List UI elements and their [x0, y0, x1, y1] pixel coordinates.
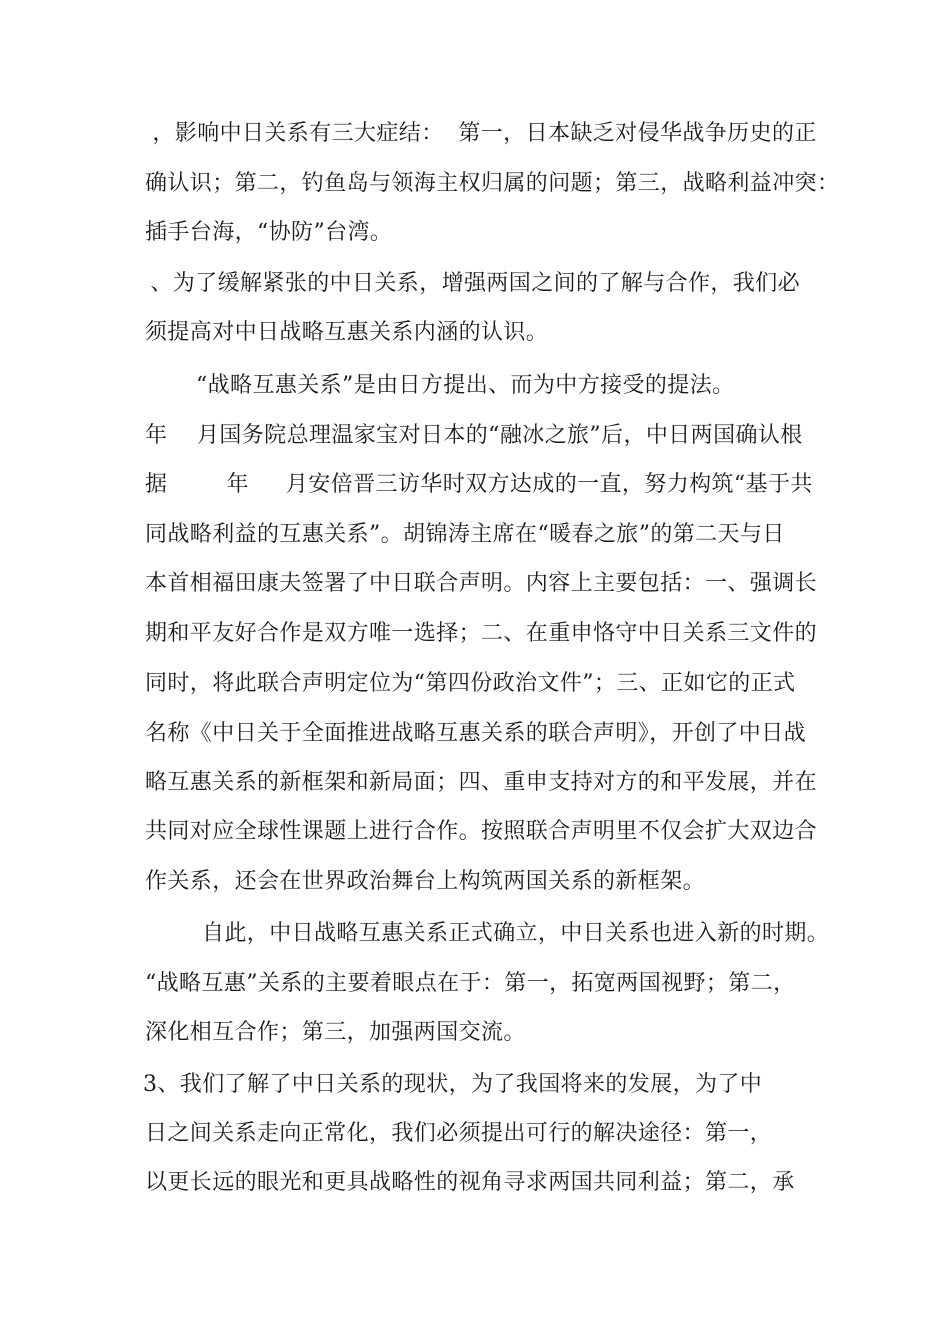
- text-line: 3、我们了解了中日关系的现状，为了我国将来的发展，为了中: [143, 1072, 763, 1097]
- text-line: “战略互惠”关系的主要着眼点在于：第一，拓宽两国视野；第二，: [145, 971, 796, 996]
- text-line: 自此，中日战略互惠关系正式确立，中日关系也进入新的时期。: [202, 921, 830, 946]
- text-line: 名称《中日关于全面推进战略互惠关系的联合声明》，开创了中日战: [145, 721, 807, 746]
- text-line: 同时，将此联合声明定位为“第四份政治文件”；三、正如它的正式: [145, 671, 796, 696]
- text-line: ，影响中日关系有三大症结： 第一，日本缺乏对侵华战争历史的正: [145, 121, 817, 146]
- text-line: 深化相互合作；第三，加强两国交流。: [145, 1020, 526, 1045]
- text-line: 日之间关系走向正常化，我们必须提出可行的解决途径：第一，: [145, 1121, 773, 1146]
- text-line: 本首相福田康夫签署了中日联合声明。内容上主要包括：一、强调长: [145, 571, 818, 596]
- text-line: 同战略利益的互惠关系”。胡锦涛主席在“暖春之旅”的第二天与日: [145, 522, 785, 547]
- text-line: 以更长远的眼光和更具战略性的视角寻求两国共同利益；第二，承: [145, 1170, 795, 1195]
- text-line: 期和平友好合作是双方唯一选择；二、在重申恪守中日关系三文件的: [145, 621, 818, 646]
- text-line: 、为了缓解紧张的中日关系，增强两国之间的了解与合作，我们必: [143, 271, 800, 296]
- text-line: “战略互惠关系”是由日方提出、而为中方接受的提法。: [196, 373, 735, 398]
- text-line: 共同对应全球性课题上进行合作。按照联合声明里不仅会扩大双边合: [145, 819, 818, 844]
- text-line: 须提高对中日战略互惠关系内涵的认识。: [145, 320, 549, 345]
- text-line: 作关系，还会在世界政治舞台上构筑两国关系的新框架。: [145, 869, 706, 894]
- text-line: 略互惠关系的新框架和新局面；四、重申支持对方的和平发展，并在: [145, 770, 818, 795]
- text-line: 插手台海，“协防”台湾。: [145, 220, 393, 245]
- text-line: 据 年 月安倍晋三访华时双方达成的一直，努力构筑“基于共: [145, 472, 813, 497]
- text-line: 年 月国务院总理温家宝对日本的“融冰之旅”后，中日两国确认根: [145, 423, 803, 448]
- text-line: 确认识；第二，钓鱼岛与领海主权归属的问题；第三，战略利益冲突：: [145, 171, 840, 196]
